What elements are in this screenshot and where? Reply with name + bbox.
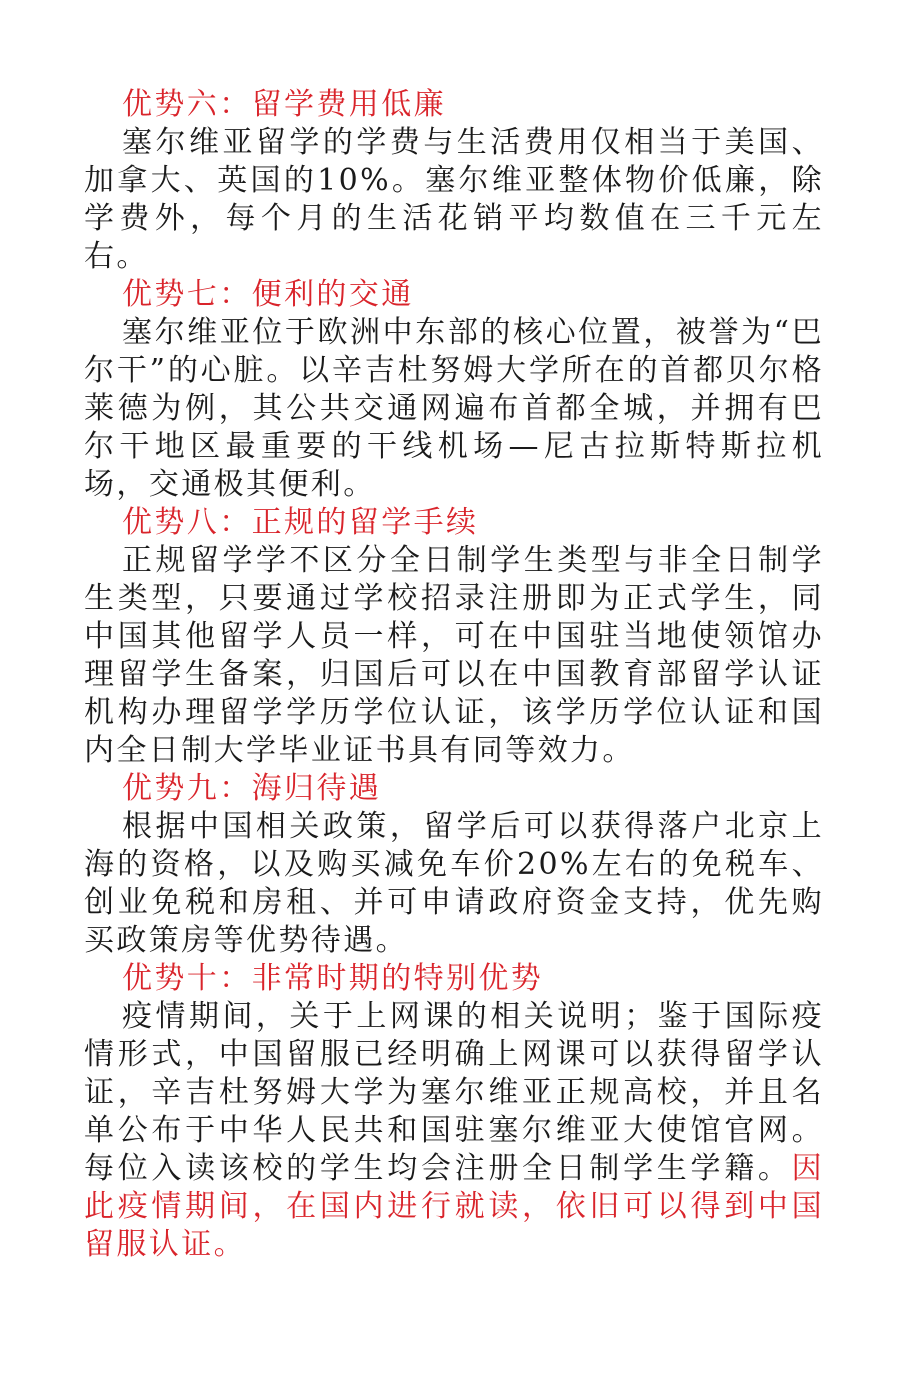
section-paragraph: 疫情期间，关于上网课的相关说明；鉴于国际疫情形式，中国留服已经明确上网课可以获得留学认证，辛吉杜努姆大学为塞尔维亚正规高校，并且名单公布于中华人民共和国驻塞尔维亚大使馆官网。每位入读该校的学生均会注册全日制学生学籍。 xyxy=(84,999,824,1186)
section-heading: 优势六：留学费用低廉 xyxy=(122,87,446,122)
section-paragraph: 塞尔维亚位于欧洲中东部的核心位置，被誉为“巴尔干”的心脏。以辛吉杜努姆大学所在的首都贝尔格莱德为例，其公共交通网遍布首都全城，并拥有巴尔干地区最重要的干线机场—尼古拉斯特斯拉机场，交通极其便利。 xyxy=(84,315,824,502)
section-advantage-10 xyxy=(84,960,824,1264)
section-paragraph-container xyxy=(84,998,824,1264)
section-advantage-7 xyxy=(84,276,824,504)
highlight-text: 因此疫情期间，在国内进行就读，依旧可以得到中国留服认证。 xyxy=(84,1151,824,1262)
section-paragraph: 根据中国相关政策，留学后可以获得落户北京上海的资格，以及购买减免车价20%左右的免税车、创业免税和房租、并可申请政府资金支持，优先购买政策房等优势待遇。 xyxy=(84,809,824,958)
section-advantage-8 xyxy=(84,504,824,770)
section-advantage-6 xyxy=(84,86,824,276)
section-paragraph: 塞尔维亚留学的学费与生活费用仅相当于美国、加拿大、英国的10%。塞尔维亚整体物价低廉，除学费外，每个月的生活花销平均数值在三千元左右。 xyxy=(84,125,824,274)
document-page xyxy=(84,86,824,1264)
section-paragraph: 正规留学学不区分全日制学生类型与非全日制学生类型，只要通过学校招录注册即为正式学生，同中国其他留学人员一样，可在中国驻当地使领馆办理留学生备案，归国后可以在中国教育部留学认证机构办理留学学历学位认证，该学历学位认证和国内全日制大学毕业证书具有同等效力。 xyxy=(84,543,824,768)
section-heading: 优势七：便利的交通 xyxy=(122,277,414,312)
section-advantage-9 xyxy=(84,770,824,960)
section-heading: 优势八：正规的留学手续 xyxy=(122,505,479,540)
section-heading: 优势九：海归待遇 xyxy=(122,771,382,806)
section-heading: 优势十：非常时期的特别优势 xyxy=(122,961,544,996)
